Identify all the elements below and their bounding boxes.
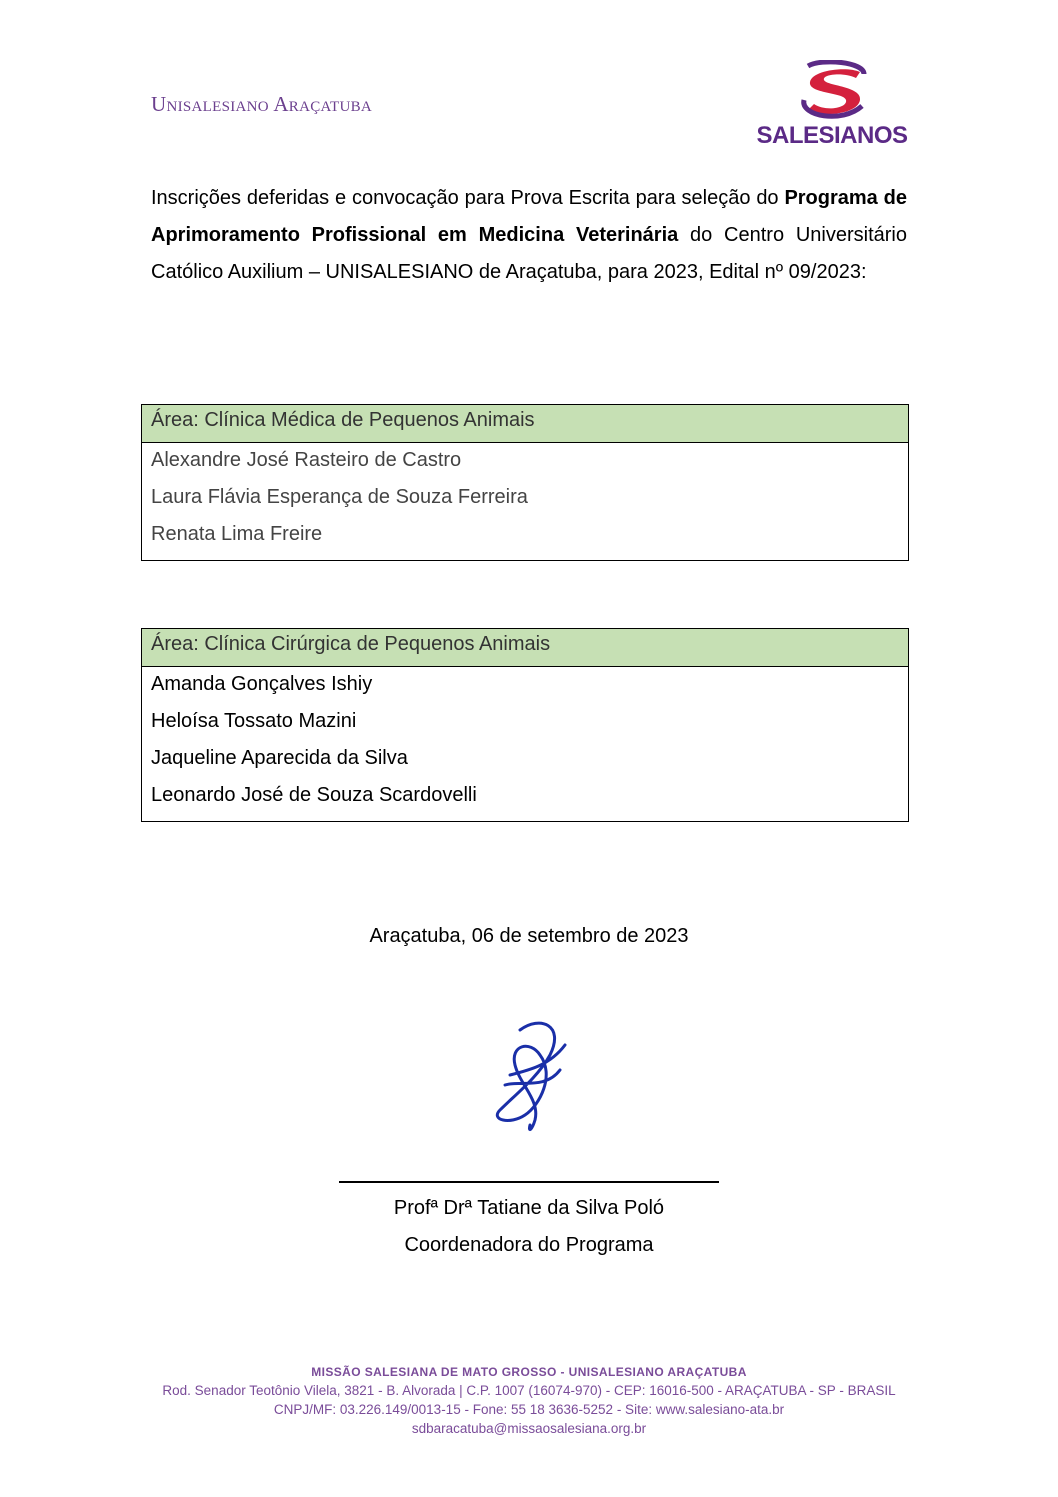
area-title: Área: Clínica Cirúrgica de Pequenos Animais	[142, 629, 908, 667]
candidate-name: Jaqueline Aparecida da Silva	[151, 747, 408, 769]
salesianos-logo-text: SALESIANOS	[756, 122, 908, 149]
institution-name	[151, 92, 372, 117]
institution-name-text: Unisalesiano Araçatuba	[151, 92, 373, 116]
signatory-name: Profª Drª Tatiane da Silva Poló	[393, 1197, 665, 1219]
candidate-name: Amanda Gonçalves Ishiy	[151, 673, 373, 695]
candidate-name: Alexandre José Rasteiro de Castro	[151, 449, 462, 471]
area-title: Área: Clínica Médica de Pequenos Animais	[142, 405, 908, 443]
program-name: Programa de Aprimoramento Profissional em Medicina Veterinária	[151, 187, 908, 246]
area-table-clinica-medica	[141, 404, 909, 561]
handwritten-signature-icon	[480, 1015, 580, 1135]
candidate-name: Heloísa Tossato Mazini	[151, 710, 357, 732]
footer-contact: CNPJ/MF: 03.226.149/0013-15 - Fone: 55 18 3636-5252 - Site: www.salesiano-ata.br	[273, 1402, 785, 1417]
candidate-name: Renata Lima Freire	[151, 523, 323, 545]
footer-organization: MISSÃO SALESIANA DE MATO GROSSO - UNISALESIANO ARAÇATUBA	[311, 1365, 747, 1379]
footer	[0, 1363, 1058, 1438]
signature-line	[339, 1181, 719, 1183]
date-line: Araçatuba, 06 de setembro de 2023	[369, 925, 689, 947]
salesianos-s-logo-icon	[752, 60, 912, 122]
signatory-role: Coordenadora do Programa	[404, 1234, 654, 1256]
intro-text-part2: do Centro Universitário Católico Auxilium – UNISALESIANO de Araçatuba, para 2023, Edital nº 09/2023:	[151, 224, 907, 283]
footer-email: sdbaracatuba@missaosalesiana.org.br	[411, 1421, 647, 1436]
area-table-clinica-cirurgica	[141, 628, 909, 822]
footer-address: Rod. Senador Teotônio Vilela, 3821 - B. Alvorada | C.P. 1007 (16074-970) - CEP: 16016-500 - ARAÇATUBA - SP - BRASIL	[162, 1383, 896, 1398]
salesianos-logo	[752, 60, 912, 152]
intro-text-part1: Inscrições deferidas e convocação para Prova Escrita para seleção do	[151, 187, 785, 209]
candidate-name: Leonardo José de Souza Scardovelli	[151, 784, 477, 806]
intro-paragraph	[151, 180, 907, 291]
candidate-name: Laura Flávia Esperança de Souza Ferreira	[151, 486, 528, 508]
